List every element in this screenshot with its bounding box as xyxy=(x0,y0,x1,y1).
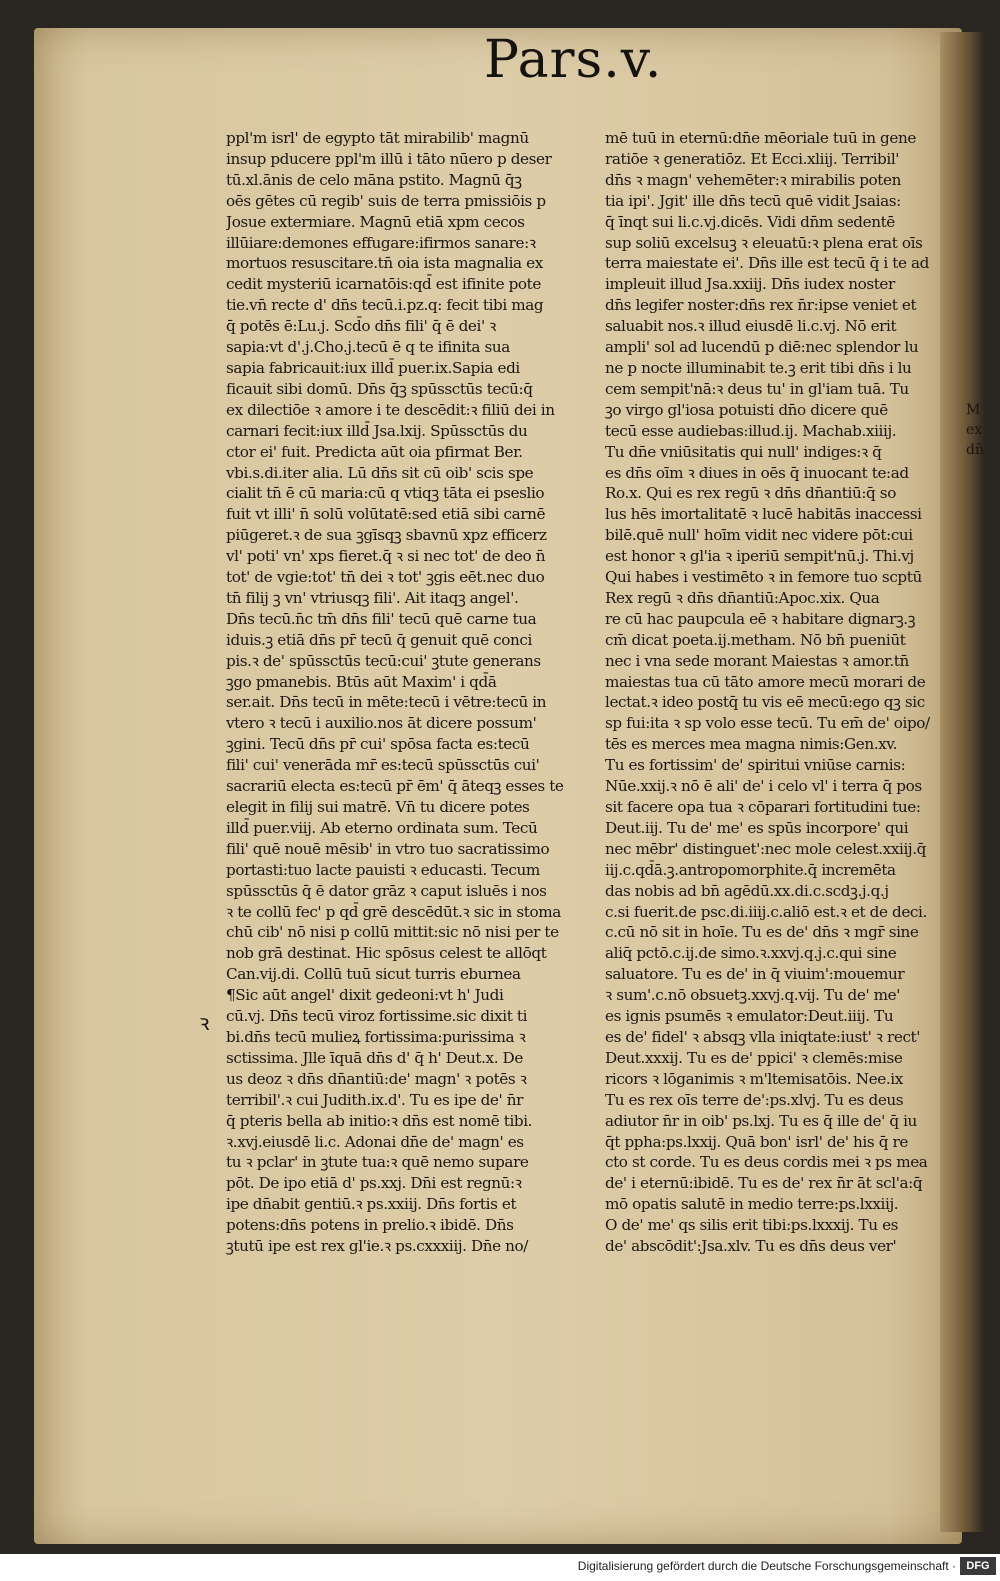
text-line: sp fui:ita ꝛ sp volo esse tecū. Tu em̄ de' oipo/ xyxy=(605,714,930,733)
text-line: maiestas tua cū tāto amore mecū morari de xyxy=(605,672,926,691)
text-line: dn̄s legifer noster:dn̄s rex n̄r:ipse veniet et xyxy=(605,296,917,315)
text-line: mē tuū in eternū:dn̄e mēoriale tuū in gene xyxy=(605,129,916,147)
text-line: das nobis ad bn̄ agēdū.xx.di.c.scdꝫ.j.q.j xyxy=(605,881,889,900)
text-line: ꝫtutū ipe est rex gl'ie.ꝛ ps.cxxxiij. Dn̄e no/ xyxy=(226,1237,529,1256)
text-line: Dn̄s tecū.n̄c tm̄ dn̄s fili' tecū quē carne tua xyxy=(226,609,537,628)
text-line: elegit in filij sui matrē. Vn̄ tu dicere potes xyxy=(226,798,530,816)
text-line: Nūe.xxij.ꝛ nō ē ali' de' i celo vl' i terra q̄ pos xyxy=(605,777,922,796)
text-line: q̄ īnqt sui li.c.vj.dicēs. Vidi dn̄m sedentē xyxy=(605,212,895,231)
text-line: sacrariū electa es:tecū pr̄ ēm' q̄ āteqꝫ esses te xyxy=(226,777,564,796)
text-line: nob grā destinat. Hic spōsus celest te allōqt xyxy=(226,944,547,963)
text-line: fili' quē nouē mēsib' in vtro tuo sacratissimo xyxy=(226,839,550,858)
text-line: illd̄ puer.viij. Ab eterno ordinata sum. Tecū xyxy=(226,818,538,837)
text-line: iij.c.qd̄ā.ꝫ.antropomorphite.q̄ incremēta xyxy=(605,860,896,879)
text-line: impleuit illud Jsa.xxiij. Dn̄s iudex noster xyxy=(605,275,895,294)
text-line: q̄t ppha:ps.lxxij. Quā bon' isrl' de' his q̄ re xyxy=(605,1132,908,1151)
text-line: sup soliū excelsuꝫ ꝛ eleuatū:ꝛ plena erat oīs xyxy=(605,233,923,252)
text-line: ex xyxy=(966,422,983,438)
text-line: cedit mysteriū icarnatōis:qd̄ est ifinite pote xyxy=(226,275,541,294)
text-line: chū cib' nō nisi p collū mittit:sic nō nisi per te xyxy=(226,923,559,942)
text-line: tu ꝛ pclar' in ꝫtute tua:ꝛ quē nemo supare xyxy=(226,1153,529,1172)
running-header: Pars.v. xyxy=(484,30,663,90)
text-line: q̄ pteris bella ab initio:ꝛ dn̄s est nomē tibi. xyxy=(226,1111,533,1130)
text-line: re cū hac paupcula eē ꝛ habitare dignarꝫ.ꝫ xyxy=(605,609,916,628)
text-line: spūssctūs q̄ ē dator grāz ꝛ caput isluēs i nos xyxy=(226,881,547,900)
text-line: ex dilectiōe ꝛ amore i te descēdit:ꝛ filiū dei in xyxy=(226,400,555,419)
text-line: fili' cui' venerāda mr̄ es:tecū spūssctūs cui' xyxy=(226,756,540,775)
text-line: Can.vij.di. Collū tuū sicut turris eburnea xyxy=(226,965,521,984)
text-line: est honor ꝛ gl'ia ꝛ iperiū sempit'nū.j. Thi.vj xyxy=(605,547,914,566)
text-line: terribil'.ꝛ cui Judith.ix.d'. Tu es ipe de' n̄r xyxy=(226,1090,523,1109)
text-line: de' i eternū:ibidē. Tu es de' rex n̄r āt scl'a:q̄ xyxy=(605,1174,923,1193)
text-line: lectat.ꝛ ideo postq̄ tu vis eē mecū:ego qꝫ sic xyxy=(605,693,925,712)
text-line: tot' de vgie:tot' tn̄ dei ꝛ tot' ꝫgis eēt.nec duo xyxy=(226,568,545,587)
text-line: ꝛ.xvj.eiusdē li.c. Adonai dn̄e de' magn' es xyxy=(226,1132,524,1151)
text-line: ricors ꝛ lōganimis ꝛ m'ltemisatōis. Nee.ix xyxy=(605,1069,903,1088)
text-line: Tu es fortissim' de' spiritui vniūse carnis: xyxy=(605,756,906,775)
text-line: ipe dn̄abit gentiū.ꝛ ps.xxiij. Dn̄s fortis et xyxy=(226,1195,517,1214)
text-line: portasti:tuo lacte pauisti ꝛ educasti. Tecum xyxy=(226,860,540,879)
text-line: bi.dn̄s tecū mulieꝝ fortissima:purissima ꝛ xyxy=(226,1027,526,1046)
text-line: pis.ꝛ de' spūssctūs tecū:cui' ꝫtute generans xyxy=(226,651,541,670)
text-line: saluatore. Tu es de' in q̄ viuim':mouemur xyxy=(605,965,905,984)
text-line: ꝛ sum'.c.nō obsuetꝫ.xxvj.q.vij. Tu de' me' xyxy=(605,986,901,1005)
text-line: dn̄ xyxy=(966,442,984,458)
text-line: tn̄ filij ꝫ vn' vtriusqꝫ fili'. Ait itaqꝫ angel'. xyxy=(226,588,519,607)
text-line: carnari fecit:iux illd̄ Jsa.lxij. Spūssctūs du xyxy=(226,421,528,440)
text-line: vbi.s.di.iter alia. Lū dn̄s sit cū oib' scis spe xyxy=(226,463,534,482)
text-line: us deoz ꝛ dn̄s dn̄antiū:de' magn' ꝛ potēs ꝛ xyxy=(226,1069,527,1088)
text-line: tie.vn̄ recte d' dn̄s tecū.i.pz.q: fecit tibi mag xyxy=(226,296,544,315)
text-line: iduis.ꝫ etiā dn̄s pr̄ tecū q̄ genuit quē conci xyxy=(226,630,532,649)
text-line: tecū esse audiebas:illud.ij. Machab.xiiij. xyxy=(605,421,897,440)
text-line: cto st corde. Tu es deus cordis mei ꝛ ps mea xyxy=(605,1153,928,1172)
text-line: mortuos resuscitare.tn̄ oia ista magnalia ex xyxy=(226,254,543,273)
text-line: tēs es merces mea magna nimis:Gen.xv. xyxy=(605,735,898,754)
text-line: Tu es rex oīs terre de':ps.xlvj. Tu es deus xyxy=(605,1090,904,1109)
text-line: ꝫgo pmanebis. Btūs aūt Maxim' i qd̄ā xyxy=(226,672,497,691)
text-line: M xyxy=(966,402,981,418)
text-line: Deut.xxxij. Tu es de' ppici' ꝛ clemēs:mise xyxy=(605,1048,903,1067)
text-line: sapia fabricauit:iux illd̄ puer.ix.Sapia edi xyxy=(226,358,520,377)
text-line: adiutor n̄r in oib' ps.lxj. Tu es q̄ ille de' q̄ iu xyxy=(605,1111,917,1130)
text-line: insup pducere ppl'm illū i tāto nūero p deser xyxy=(226,149,552,168)
text-line: illūiare:demones effugare:ifirmos sanare:ꝛ xyxy=(226,233,536,252)
text-line: ꝫo virgo gl'iosa potuisti dn̄o dicere quē xyxy=(605,400,888,419)
text-line: sapia:vt d'.j.Cho.j.tecū ē q te ifinita sua xyxy=(226,338,510,357)
text-line: potens:dn̄s potens in prelio.ꝛ ibidē. Dn̄s xyxy=(226,1216,514,1235)
digitization-footer xyxy=(0,1554,1000,1581)
text-line: cū.vj. Dn̄s tecū viroz fortissime.sic dixit ti xyxy=(226,1007,528,1026)
text-line: nec mēbr' distinguet':nec mole celest.xxiij.q̄ xyxy=(605,839,926,858)
text-line: ratiōe ꝛ generatiōz. Et Ecci.xliij. Terribil' xyxy=(605,149,900,168)
text-line: es ignis psumēs ꝛ emulator:Deut.iiij. Tu xyxy=(605,1007,894,1026)
text-line: oēs gētes cū regib' suis de terra pmissiōis p xyxy=(226,191,546,210)
marginal-mark: ꝛ xyxy=(199,1011,210,1036)
text-line: cm̄ dicat poeta.ij.metham. Nō bn̄ pueniūt xyxy=(605,630,906,649)
text-line: ctor ei' fuit. Predicta aūt oia pfirmat Ber. xyxy=(226,442,523,461)
text-line: nec i vna sede morant Maiestas ꝛ amor.tn̄ xyxy=(605,651,909,670)
text-line: dn̄s ꝛ magn' vehemēter:ꝛ mirabilis poten xyxy=(605,170,901,189)
text-line: Ro.x. Qui es rex regū ꝛ dn̄s dn̄antiū:q̄ so xyxy=(605,484,896,503)
text-line: vl' poti' vn' xps fieret.q̄ ꝛ si nec tot' de deo n̄ xyxy=(226,547,546,566)
text-line: Qui habes i vestimēto ꝛ in femore tuo scptū xyxy=(605,568,922,587)
text-line: piūgeret.ꝛ de sua ꝫgīsqꝫ sbavnū xpz efficerz xyxy=(226,526,547,545)
text-line: O de' me' qs silis erit tibi:ps.lxxxij. Tu es xyxy=(605,1216,899,1235)
text-line: tū.xl.ānis de celo māna pstito. Magnū q̄ꝫ xyxy=(226,170,522,189)
text-line: mō opatis salutē in medio terre:ps.lxxiij. xyxy=(605,1195,899,1214)
text-line: ppl'm isrl' de egypto tāt mirabilib' magnū xyxy=(226,129,529,147)
text-line: sit facere opa tua ꝛ cōparari fortitudini tue: xyxy=(605,798,921,816)
text-line: sctissima. Jlle īquā dn̄s d' q̄ h' Deut.x. De xyxy=(226,1048,523,1067)
text-line: fuit vt illi' n̄ solū volūtatē:sed etiā sibi carnē xyxy=(226,505,546,524)
text-line: c.si fuerit.de psc.di.iiij.c.aliō est.ꝛ et de deci. xyxy=(605,902,927,921)
text-line: vtero ꝛ tecū i auxilio.nos āt dicere possum' xyxy=(226,714,537,733)
text-line: Rex regū ꝛ dn̄s dn̄antiū:Apoc.xix. Qua xyxy=(605,588,880,607)
text-line: bilē.quē null' hoīm vidit nec videre pōt:cui xyxy=(605,526,913,545)
text-line: ne p nocte illuminabit te.ꝫ erit tibi dn̄s i lu xyxy=(605,358,912,377)
text-line: cialit tn̄ ē cū maria:cū q vtiqꝫ tāta ei pseslio xyxy=(226,484,545,503)
text-line: de' abscōdit':Jsa.xlv. Tu es dn̄s deus ver' xyxy=(605,1237,897,1256)
text-line: lus hēs imortalitatē ꝛ lucē habitās inaccessi xyxy=(605,505,922,524)
text-line: tia ipi'. Jgit' ille dn̄s tecū quē vidit Jsaias: xyxy=(605,191,901,210)
text-line: Tu dn̄e vniūsitatis qui null' indiges:ꝛ q̄ xyxy=(605,442,882,461)
footer-credit: Digitalisierung gefördert durch die Deutsche Forschungsgemeinschaft · xyxy=(577,1559,956,1573)
text-line: aliq̄ pctō.c.ij.de simo.ꝛ.xxvj.q.j.c.qui sine xyxy=(605,944,897,963)
dfg-logo: DFG xyxy=(960,1557,996,1575)
text-line: pōt. De ipo etiā d' ps.xxj. Dn̄i est regnū:ꝛ xyxy=(226,1174,522,1193)
text-line: ser.ait. Dn̄s tecū in mēte:tecū i vētre:tecū in xyxy=(226,693,547,712)
text-line: saluabit nos.ꝛ illud eiusdē li.c.vj. Nō erit xyxy=(605,317,897,336)
text-line: ficauit sibi domū. Dn̄s q̄ꝫ spūssctūs tecū:q̄ xyxy=(226,379,533,398)
text-line: ꝫgini. Tecū dn̄s pr̄ cui' spōsa facta es:tecū xyxy=(226,735,530,754)
text-line: es de' fidel' ꝛ absqꝫ vlla iniqtate:iust' ꝛ rect' xyxy=(605,1027,921,1046)
facing-page-fragment xyxy=(966,400,992,460)
text-line: Josue extermiare. Magnū etiā xpm cecos xyxy=(226,212,525,231)
text-line: terra maiestate ei'. Dn̄s ille est tecū q̄ i te ad xyxy=(605,254,929,273)
text-line: ampli' sol ad lucendū p diē:nec splendor lu xyxy=(605,338,919,357)
text-line: ¶Sic aūt angel' dixit gedeoni:vt h' Judi xyxy=(226,986,504,1005)
text-column-right xyxy=(605,128,963,1257)
text-line: Deut.iij. Tu de' me' es spūs incorpore' qui xyxy=(605,818,909,837)
text-column-left xyxy=(226,128,582,1257)
text-line: ꝛ te collū fec' p qd̄ grē descēdūt.ꝛ sic in stoma xyxy=(226,902,561,921)
text-line: c.cū nō sit in hoīe. Tu es de' dn̄s ꝛ mgr̄ sine xyxy=(605,923,919,942)
text-line: cem sempit'nā:ꝛ deus tu' in gl'iam tuā. Tu xyxy=(605,379,909,398)
text-line: q̄ potēs ē:Lu.j. Scd̄o dn̄s fili' q̄ ē dei' ꝛ xyxy=(226,317,496,336)
text-line: es dn̄s oīm ꝛ diues in oēs q̄ inuocant te:ad xyxy=(605,463,909,482)
